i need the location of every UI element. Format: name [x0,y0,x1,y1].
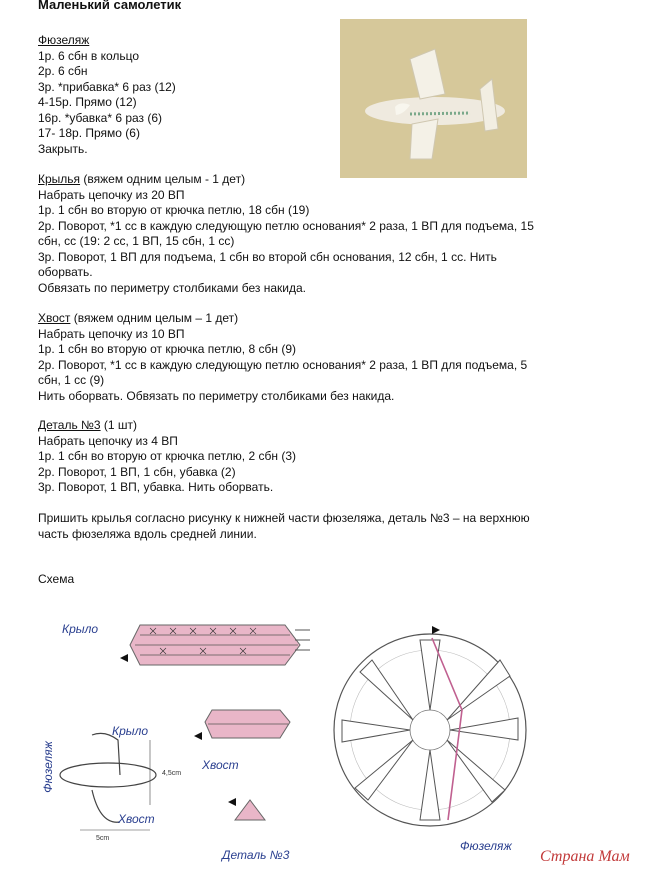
text-line: 1р. 1 сбн во вторую от крючка петлю, 8 сбн (9) [38,342,296,356]
tail-label: Хвост [202,758,239,772]
text-line: Обвязать по периметру столбиками без накида. [38,280,306,295]
width-dimension: 5cm [96,835,110,842]
text-line: Закрыть. [38,141,88,156]
text-line: 4-15р. Прямо (12) [38,95,137,109]
text-line: Нить оборвать. Обвязать по периметру столбиками без накида. [38,388,395,403]
text-line: 3р. Поворот, 1 ВП, убавка. Нить оборвать. [38,480,274,494]
scheme-title: Схема [38,572,75,586]
text-line: сбн, сс (19: 2 сс, 1 ВП, 15 сбн, 1 сс) [38,234,235,248]
tail-section [38,311,527,404]
text-line: 2р. 6 сбн [38,64,88,78]
height-dimension: 4,5cm [162,770,182,777]
fuselage-section [38,33,176,157]
text-line: 2р. Поворот, *1 сс в каждую следующую петлю основания* 2 раза, 1 ВП для подъема, 15 [38,218,534,233]
text-line: 2р. Поворот, *1 сс в каждую следующую петлю основания* 2 раза, 1 ВП для подъема, 5 [38,357,528,372]
text-line: 3р. *прибавка* 6 раз (12) [38,79,176,94]
fuselage-circle-chart [334,626,526,826]
tail-label-sketch: Хвост [118,812,155,826]
text-line: 3р. Поворот, 1 ВП для подъема, 1 сбн во второй сбн основания, 12 сбн, 1 сс. Нить [38,249,497,264]
text-line: Пришить крылья согласно рисунку к нижней части фюзеляжа, деталь №3 – на верхнюю [38,511,530,525]
text-line: 16р. *убавка* 6 раз (6) [38,110,163,125]
tail-heading: Хвост [38,311,71,325]
detail3-label: Деталь №3 [222,848,290,862]
text-line: 17- 18р. Прямо (6) [38,126,140,140]
text-line: часть фюзеляжа вдоль средней линии. [38,526,257,541]
text-line: Набрать цепочку из 20 ВП [38,187,185,202]
text-line: оборвать. [38,265,93,279]
wings-heading: Крылья [38,172,81,186]
fuselage-label: Фюзеляж [460,839,512,853]
wing-label: Крыло [62,622,99,636]
detail3-heading: Деталь №3 [38,418,101,432]
wing-chart [120,625,310,665]
text-line: Набрать цепочку из 4 ВП [38,433,178,448]
tail-chart [194,710,290,740]
wing-label-sketch: Крыло [112,724,149,738]
site-watermark: Страна Мам [540,848,630,865]
airplane-photo [340,19,527,178]
fuselage-label-sketch: Фюзеляж [40,741,55,793]
detail3-note: (1 шт) [100,418,138,432]
wings-note: (вяжем одним целым - 1 дет) [80,172,246,186]
text-line: Набрать цепочку из 10 ВП [38,326,185,341]
text-line: 2р. Поворот, 1 ВП, 1 сбн, убавка (2) [38,464,236,479]
detail3-section [38,418,296,496]
text-line: сбн, 1 сс (9) [38,373,105,387]
page-title: Маленький самолетик [38,0,182,12]
detail3-chart [228,798,265,820]
wings-section [38,172,534,296]
tail-note: (вяжем одним целым – 1 дет) [70,311,239,325]
text-line: 1р. 1 сбн во вторую от крючка петлю, 18 сбн (19) [38,203,310,217]
fuselage-heading: Фюзеляж [38,33,90,47]
text-line: 1р. 6 сбн в кольцо [38,48,140,63]
text-line: 1р. 1 сбн во вторую от крючка петлю, 2 сбн (3) [38,449,296,463]
assembly-section [38,511,530,542]
